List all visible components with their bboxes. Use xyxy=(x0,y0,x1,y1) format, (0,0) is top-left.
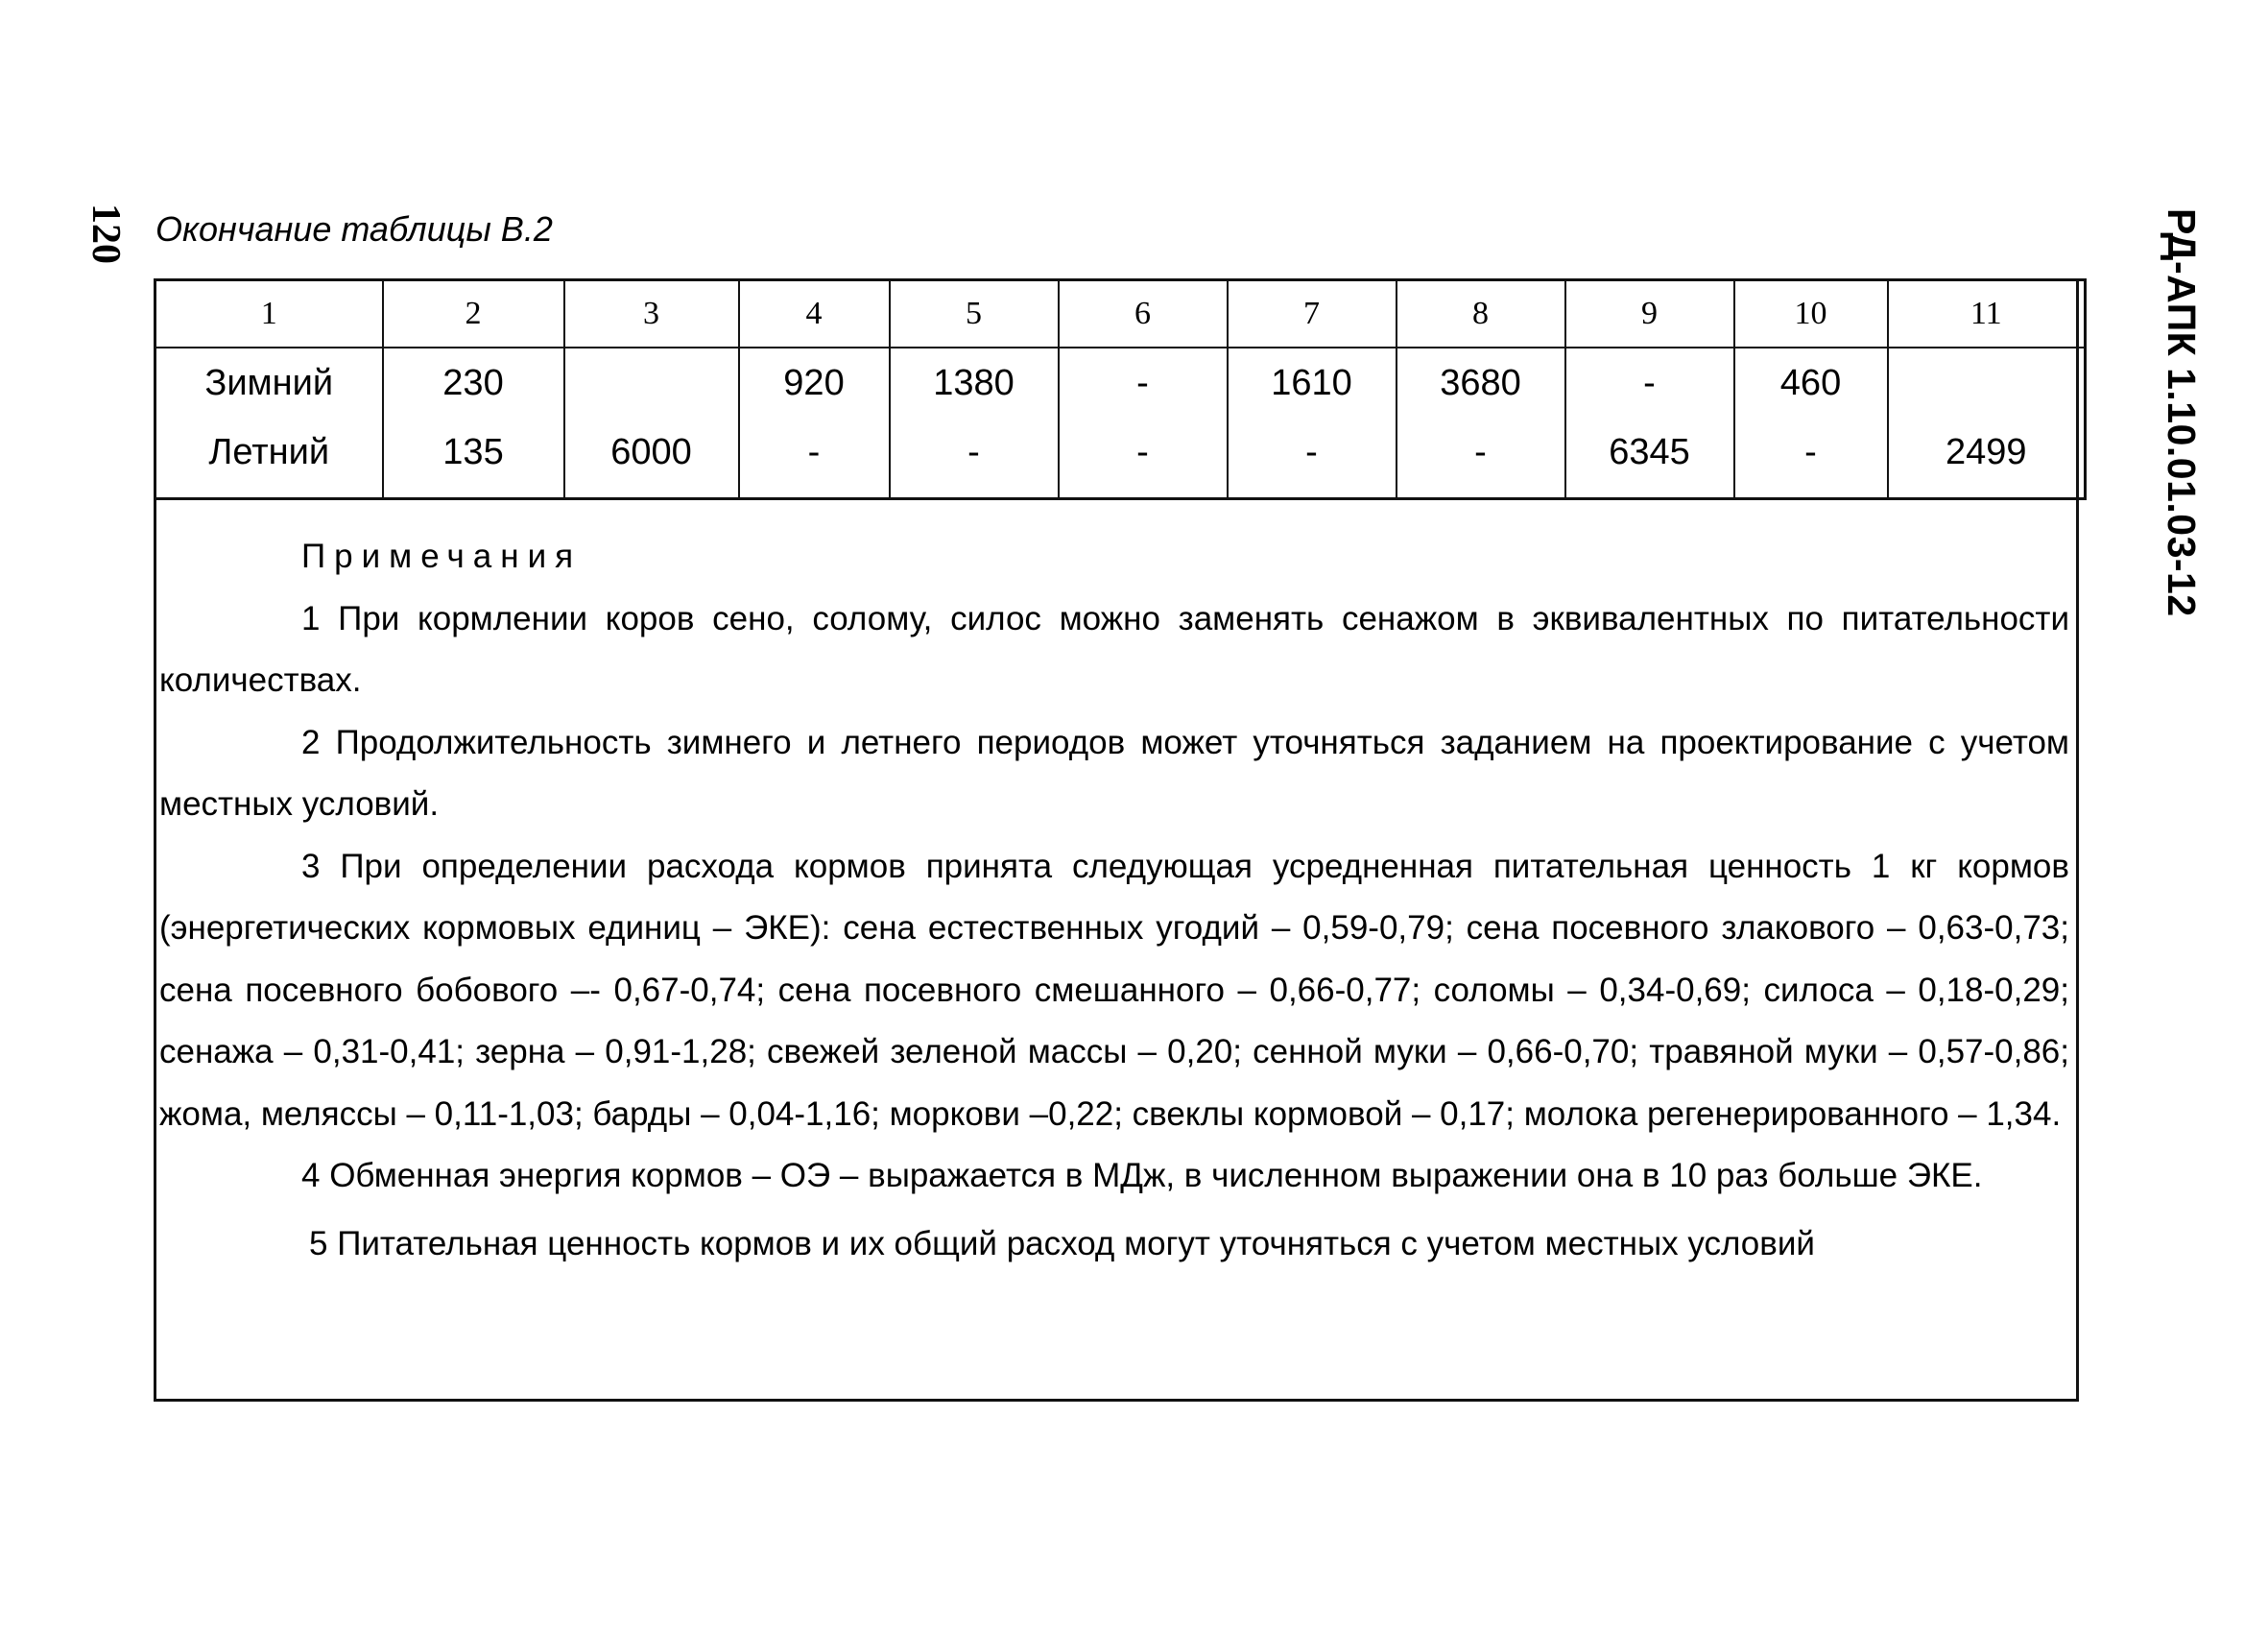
table-header-row xyxy=(155,280,2086,348)
column-header: 8 xyxy=(1397,280,1565,348)
cell-value-summer: - xyxy=(1474,432,1487,472)
table-cell xyxy=(1734,348,1888,499)
column-header: 3 xyxy=(564,280,739,348)
notes-section xyxy=(159,526,2069,1275)
table-cell xyxy=(1397,348,1565,499)
table-cell xyxy=(890,348,1059,499)
cell-value-winter: 1610 xyxy=(1271,363,1352,403)
note-item-3: 3 При определении расхода кормов принята следующая усредненная питательная ценность 1 кг кормов (энергетических кормовых единиц – ЭКЕ): сена естественных угодий – 0,59-0,79; сена посевного злакового – 0,63-0,73; сена посевного бобового –- 0,67-0,74; сена посевного смешанного – 0,66-0,77; соломы – 0,34-0,69; силоса – 0,18-0,29; сенажа – 0,31-0,41; зерна – 0,91-1,28; свежей зеленой массы – 0,20; сенной муки – 0,66-0,70; травяной муки – 0,57-0,86; жома, меляссы – 0,11-1,03; барды – 0,04-1,16; моркови –0,22; свеклы кормовой – 0,17; молока регенерированного – 1,34. xyxy=(159,847,2069,1133)
cell-value-summer: - xyxy=(967,432,980,472)
data-table xyxy=(154,278,2087,500)
cell-value-winter: 230 xyxy=(442,363,504,403)
cell-value-summer: 135 xyxy=(442,432,504,472)
cell-value-summer: Летний xyxy=(208,432,330,472)
cell-value-summer: 2499 xyxy=(1945,432,2027,472)
table-cell xyxy=(1565,348,1734,499)
column-header: 6 xyxy=(1059,280,1228,348)
column-header: 1 xyxy=(155,280,383,348)
table-cell xyxy=(739,348,890,499)
column-header: 5 xyxy=(890,280,1059,348)
table-cell xyxy=(564,348,739,499)
cell-value-summer: - xyxy=(1804,432,1817,472)
cell-value-winter xyxy=(565,348,738,418)
document-code: РД-АПК 1.10.01.03-12 xyxy=(2160,208,2204,617)
cell-value-winter: 3680 xyxy=(1440,363,1521,403)
note-item-1: 1 При кормлении коров сено, солому, силос можно заменять сенажом в эквивалентных по питательности количествах. xyxy=(159,599,2069,699)
cell-value-summer: - xyxy=(1136,432,1149,472)
notes-title: Примечания xyxy=(301,538,583,575)
column-header: 7 xyxy=(1228,280,1397,348)
table-caption: Окончание таблицы В.2 xyxy=(155,209,553,249)
column-header: 4 xyxy=(739,280,890,348)
note-item-2: 2 Продолжительность зимнего и летнего периодов может уточняться заданием на проектирование с учетом местных условий. xyxy=(159,723,2069,823)
page-number: 120 xyxy=(84,204,128,264)
note-item-5: 5 Питательная ценность кормов и их общий расход могут уточняться с учетом местных условий xyxy=(309,1224,1815,1262)
cell-value-winter: 1380 xyxy=(933,363,1015,403)
cell-value-winter: 920 xyxy=(783,363,845,403)
table-cell xyxy=(1228,348,1397,499)
table-cell xyxy=(155,348,383,499)
cell-value-winter: - xyxy=(1643,363,1656,403)
column-header: 2 xyxy=(383,280,564,348)
table-cell xyxy=(383,348,564,499)
cell-value-winter: 460 xyxy=(1779,363,1842,403)
table-cell xyxy=(1888,348,2086,499)
table-body-row xyxy=(155,348,2086,499)
note-item-4: 4 Обменная энергия кормов – ОЭ – выражается в МДж, в численном выражении она в 10 раз больше ЭКЕ. xyxy=(301,1157,1983,1194)
cell-value-summer: - xyxy=(1305,432,1318,472)
column-header: 9 xyxy=(1565,280,1734,348)
cell-value-summer: 6345 xyxy=(1609,432,1690,472)
cell-value-winter xyxy=(1889,348,2085,418)
table-cell xyxy=(1059,348,1228,499)
cell-value-summer: 6000 xyxy=(610,432,692,472)
cell-value-summer: - xyxy=(807,432,821,472)
cell-value-winter: Зимний xyxy=(204,363,334,403)
column-header: 11 xyxy=(1888,280,2086,348)
cell-value-winter: - xyxy=(1136,363,1149,403)
column-header: 10 xyxy=(1734,280,1888,348)
